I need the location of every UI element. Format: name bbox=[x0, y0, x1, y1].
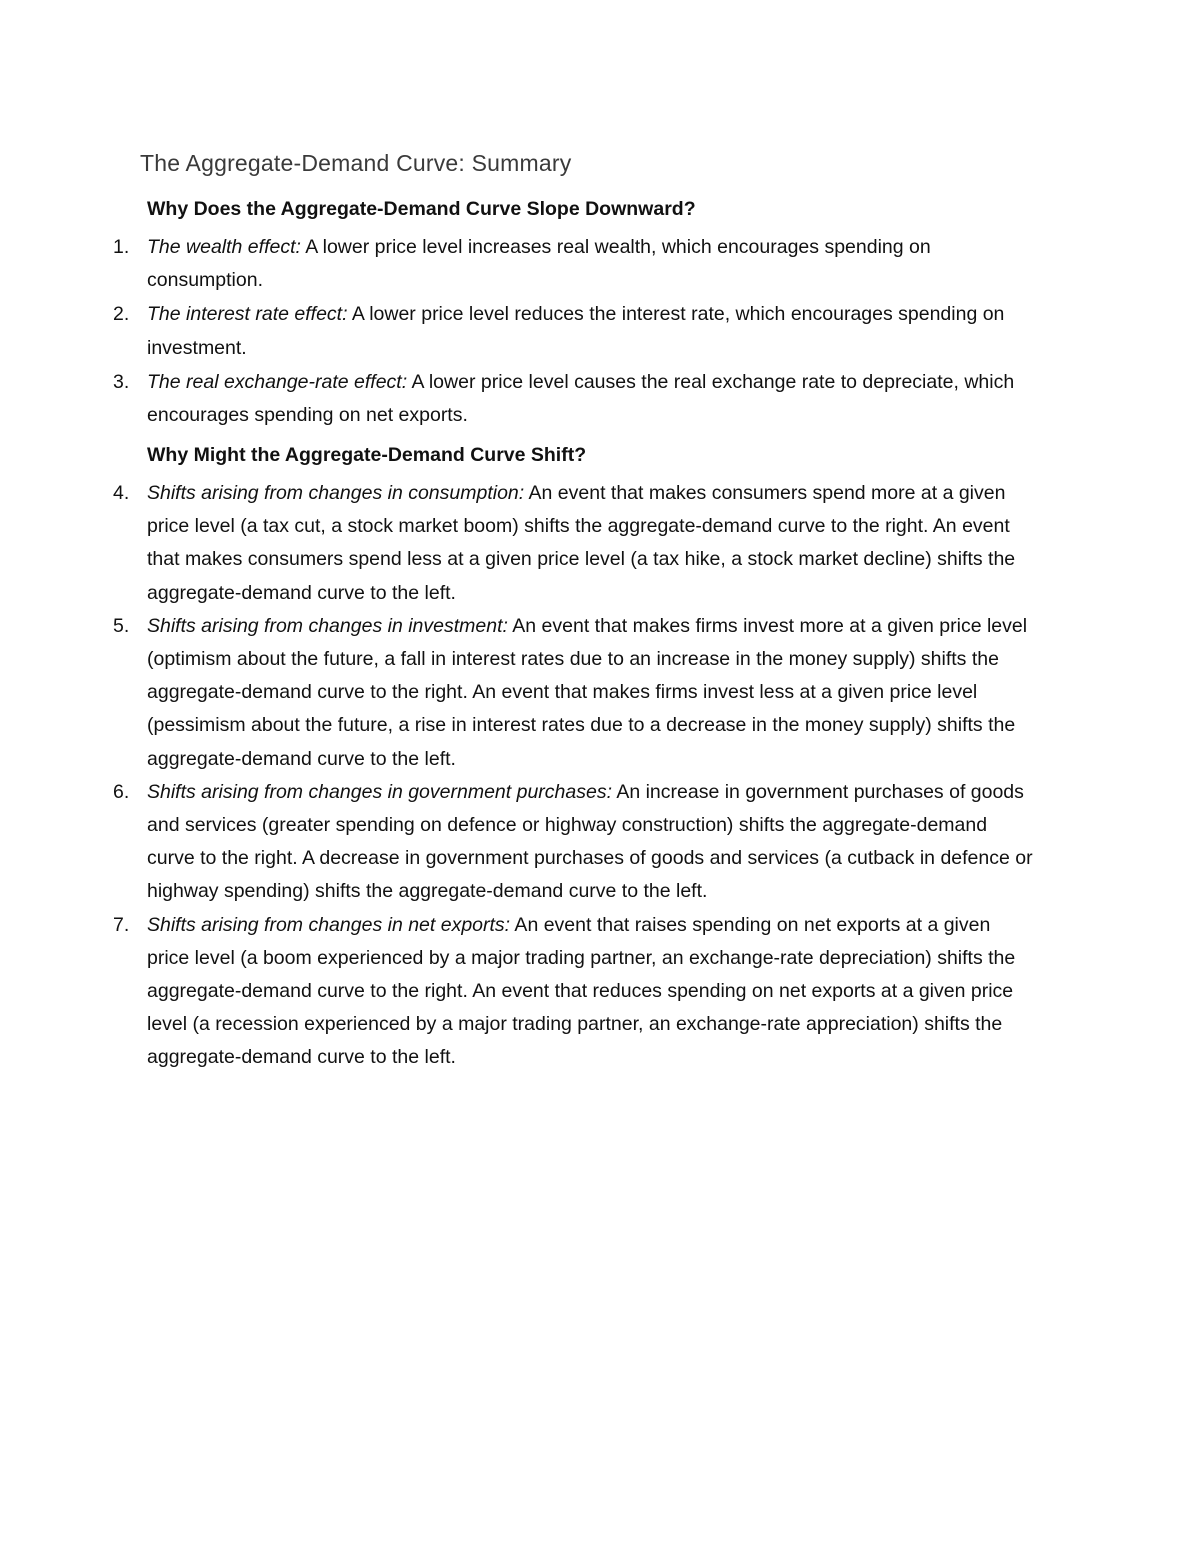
list-item bbox=[0, 610, 1037, 776]
item-number: 3. bbox=[113, 370, 130, 393]
list-item bbox=[0, 298, 1037, 364]
list-item bbox=[0, 909, 1037, 1075]
item-text: An event that makes consumers spend more at a given price level (a tax cut, a stock market boom) shifts the aggregate-demand curve to the right. An event that makes consumers spend less at a given price level (a tax hike, a stock market decline) shifts the aggregate-demand curve to the left. bbox=[147, 482, 1016, 604]
list-item bbox=[0, 776, 1037, 909]
shift-reasons-list bbox=[0, 477, 1200, 1075]
item-number: 4. bbox=[113, 482, 130, 504]
list-item bbox=[0, 366, 1037, 432]
item-term: The interest rate effect: bbox=[147, 303, 348, 326]
item-text: A lower price level causes the real exchange rate to depreciate, which encourages spending on net exports. bbox=[147, 370, 1015, 427]
item-term: The real exchange-rate effect: bbox=[147, 370, 408, 393]
section-heading-slope: Why Does the Aggregate-Demand Curve Slope Downward? bbox=[147, 198, 696, 220]
document-title: The Aggregate-Demand Curve: Summary bbox=[140, 150, 572, 176]
item-term: The wealth effect: bbox=[147, 236, 301, 258]
item-number: 2. bbox=[113, 303, 130, 326]
list-item bbox=[0, 477, 1037, 610]
item-term: Shifts arising from changes in investment: bbox=[147, 614, 508, 637]
item-text: An event that makes firms invest more at a given price level (optimism about the future, a fall in interest rates due to an increase in the money supply) shifts the aggregate-demand curve to the right. An event that makes firms invest less at a given price level (pessimism about the future, a rise in interest rates due to a decrease in the money supply) shifts the aggregate-demand curve to the left. bbox=[147, 614, 1028, 770]
item-text: A lower price level reduces the interest rate, which encourages spending on investment. bbox=[147, 303, 1005, 359]
item-term: Shifts arising from changes in consumption: bbox=[147, 482, 525, 504]
item-text: An increase in government purchases of goods and services (greater spending on defence or highway construction) shifts the aggregate-demand curve to the right. A decrease in government purchases of goods and services (a cutback in defence or highway spending) shifts the aggregate-demand curve to the left. bbox=[147, 780, 1033, 903]
section-heading-shift: Why Might the Aggregate-Demand Curve Shift? bbox=[147, 444, 587, 466]
item-number: 1. bbox=[113, 236, 130, 258]
item-number: 5. bbox=[113, 614, 130, 637]
item-term: Shifts arising from changes in government purchases: bbox=[147, 780, 612, 803]
item-number: 7. bbox=[113, 913, 130, 936]
item-term: Shifts arising from changes in net exports: bbox=[147, 913, 511, 936]
item-number: 6. bbox=[113, 780, 130, 803]
item-text: A lower price level increases real wealth, which encourages spending on consumption. bbox=[147, 236, 931, 292]
item-text: An event that raises spending on net exports at a given price level (a boom experienced by a major trading partner, an exchange-rate depreciation) shifts the aggregate-demand curve to the right. An event that reduces spending on net exports at a given price level (a recession experienced by a major trading partner, an exchange-rate appreciation) shifts the aggregate-demand curve to the left. bbox=[147, 913, 1016, 1069]
slope-reasons-list bbox=[0, 231, 1200, 433]
list-item bbox=[0, 231, 1037, 297]
